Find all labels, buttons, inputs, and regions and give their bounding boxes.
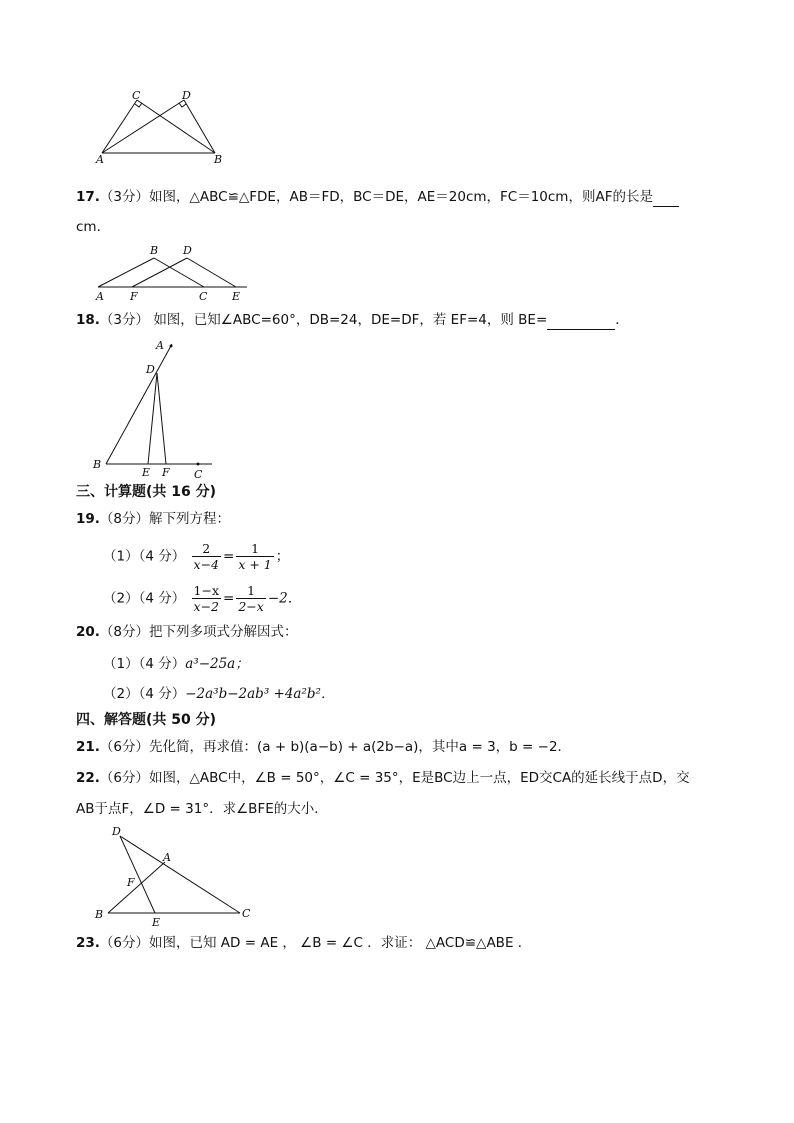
fig16-label-d: D bbox=[182, 89, 191, 102]
fig16-segment-ad bbox=[102, 100, 184, 153]
fig18-label-e: E bbox=[142, 466, 151, 479]
q19-part2 bbox=[103, 583, 301, 614]
q19-part1-end: ； bbox=[275, 548, 290, 565]
figure-q17 bbox=[92, 240, 252, 304]
fig17-label-c: C bbox=[199, 290, 208, 303]
q21-number: 21. bbox=[76, 739, 100, 755]
q21-text: 先化简，再求值：(a + b)(a−b) + a(2b−a)，其中a = 3，b = −2． bbox=[149, 739, 572, 755]
q23-score: （6分） bbox=[99, 935, 150, 951]
q17-score: （3分） bbox=[99, 189, 150, 205]
fig18-point-c bbox=[197, 463, 200, 466]
fig17-label-e: E bbox=[232, 290, 241, 303]
figure-q18 bbox=[90, 334, 220, 482]
q19-part1-right-fraction: $\frac{1}{x + 1}$ bbox=[238, 541, 272, 572]
figure-q16 bbox=[90, 88, 230, 168]
q19-number: 19. bbox=[76, 511, 100, 527]
q18-answer-blank[interactable] bbox=[547, 313, 615, 330]
fig22-label-f: F bbox=[127, 876, 135, 889]
q20-part2-expr: −2a³b−2ab³ +4a²b²． bbox=[185, 686, 335, 702]
q20-text: 把下列多项式分解因式： bbox=[149, 624, 298, 640]
fig17-segment-ab bbox=[98, 258, 154, 287]
q23-number: 23. bbox=[76, 935, 100, 951]
q23-text: 如图，已知 AD = AE ， ∠B = ∠C ．求证： △ACD≌△ABE ． bbox=[149, 935, 532, 951]
question-17 bbox=[76, 187, 679, 207]
fig18-segment-de bbox=[148, 373, 157, 464]
q19-part1 bbox=[103, 541, 289, 572]
fig16-segment-cb bbox=[137, 100, 215, 153]
fig17-label-a: A bbox=[96, 290, 104, 303]
fig18-point-a bbox=[170, 345, 173, 348]
fig16-label-a: A bbox=[96, 153, 104, 166]
q17-number: 17. bbox=[76, 189, 100, 205]
q17-text-line1: 如图，△ABC≌△FDE，AB＝FD，BC＝DE，AE＝20cm，FC＝10cm，则AF的长是 bbox=[149, 189, 653, 205]
q18-score: （3分） bbox=[99, 312, 150, 328]
fig18-label-a: A bbox=[156, 339, 164, 352]
q19-part1-label: （1）（4 分） bbox=[103, 548, 186, 565]
q17-text-line2: cm． bbox=[76, 219, 111, 235]
fig17-segment-de bbox=[187, 258, 236, 287]
question-21 bbox=[76, 737, 571, 757]
question-23 bbox=[76, 933, 531, 953]
fig22-segment-ba bbox=[108, 862, 165, 913]
question-19 bbox=[76, 509, 230, 529]
q19-part2-tail: −2． bbox=[267, 590, 302, 607]
question-22 bbox=[76, 768, 690, 788]
q20-part1-expr: a³−25a； bbox=[185, 656, 249, 672]
q20-part1 bbox=[103, 654, 249, 674]
fig16-label-c: C bbox=[132, 89, 141, 102]
fig16-label-b: B bbox=[214, 153, 223, 166]
fig18-label-c: C bbox=[194, 468, 203, 481]
question-20 bbox=[76, 622, 298, 642]
q19-part1-left-fraction: $\frac{2}{x-4}$ bbox=[193, 541, 220, 572]
q20-part2 bbox=[103, 684, 334, 704]
section-4-title: 四、解答题(共 50 分) bbox=[76, 712, 217, 728]
section-3-title: 三、计算题(共 16 分) bbox=[76, 484, 217, 500]
q20-part1-label: （1）（4 分） bbox=[103, 656, 186, 672]
question-18 bbox=[76, 310, 629, 330]
q20-number: 20. bbox=[76, 624, 100, 640]
q20-score: （8分） bbox=[99, 624, 150, 640]
fig17-label-b: B bbox=[150, 244, 159, 257]
q22-text-line1: 如图，△ABC中，∠B = 50°，∠C = 35°，E是BC边上一点，ED交CA的延长线于点D，交 bbox=[149, 770, 690, 786]
fig18-label-b: B bbox=[93, 458, 102, 471]
q21-score: （6分） bbox=[99, 739, 150, 755]
fig22-label-a: A bbox=[163, 851, 171, 864]
fig18-label-d: D bbox=[146, 363, 155, 376]
q19-part1-equals: = bbox=[223, 548, 235, 565]
q19-part2-equals: = bbox=[223, 590, 235, 607]
fig16-segment-ac bbox=[102, 100, 137, 153]
fig18-label-f: F bbox=[162, 466, 170, 479]
q18-text: 如图，已知∠ABC=60°，DB=24，DE=DF，若 EF=4，则 BE= bbox=[153, 312, 548, 328]
figure-q22 bbox=[90, 822, 260, 932]
q22-score: （6分） bbox=[99, 770, 150, 786]
fig22-label-b: B bbox=[95, 908, 104, 921]
q18-number: 18. bbox=[76, 312, 100, 328]
fig22-label-e: E bbox=[152, 916, 161, 929]
fig18-segment-df bbox=[157, 373, 166, 464]
q19-score: （8分） bbox=[99, 511, 150, 527]
fig18-ray-ba bbox=[106, 344, 172, 464]
q19-part2-left-fraction: $\frac{1-x}{x-2}$ bbox=[193, 583, 220, 614]
fig17-label-f: F bbox=[130, 290, 138, 303]
q22-number: 22. bbox=[76, 770, 100, 786]
q22-text-line2: AB于点F，∠D = 31°．求∠BFE的大小． bbox=[76, 801, 328, 817]
fig16-right-angle-c bbox=[135, 103, 142, 107]
fig16-segment-db bbox=[184, 100, 215, 153]
q18-end: ． bbox=[615, 312, 629, 328]
fig22-label-c: C bbox=[242, 907, 251, 920]
q19-text: 解下列方程： bbox=[149, 511, 231, 527]
q20-part2-label: （2）（4 分） bbox=[103, 686, 186, 702]
q17-answer-blank[interactable] bbox=[653, 190, 679, 207]
fig22-label-d: D bbox=[112, 825, 121, 838]
fig16-right-angle-d bbox=[179, 103, 186, 107]
fig17-label-d: D bbox=[183, 244, 192, 257]
q19-part2-label: （2）（4 分） bbox=[103, 590, 186, 607]
q19-part2-right-fraction: $\frac{1}{2-x}$ bbox=[238, 583, 264, 614]
